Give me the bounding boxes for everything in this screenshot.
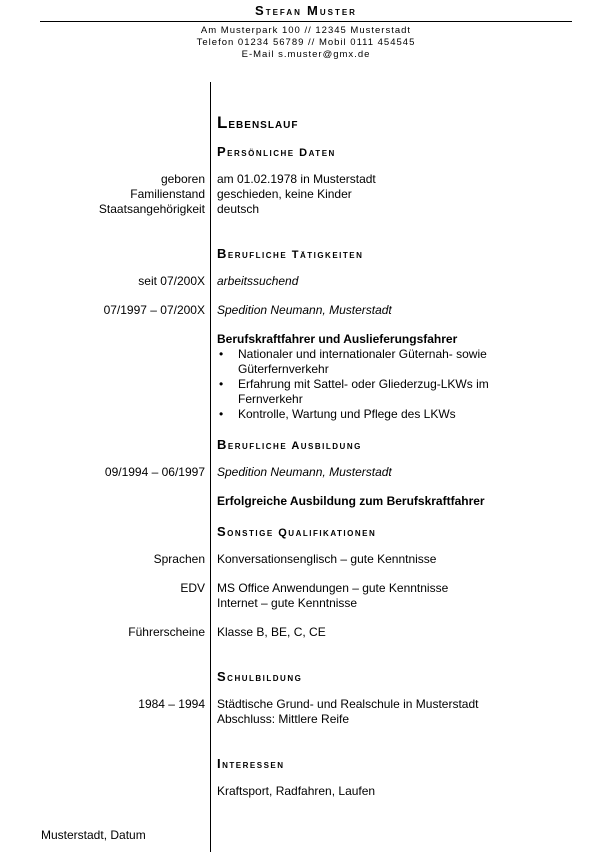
- label-it-skills: EDV: [180, 581, 205, 595]
- section-heading-school: [217, 669, 302, 684]
- address-line: Am Musterpark 100 // 12345 Musterstadt: [200, 25, 412, 36]
- heading-initial: S: [217, 524, 228, 539]
- phone-line: Telefon 01234 56789 // Mobil 0111 454545: [196, 37, 416, 48]
- label-nationality: Staatsangehörigkeit: [98, 202, 205, 216]
- column-divider: [210, 82, 211, 852]
- email-line: E-Mail s.muster@gmx.de: [241, 49, 371, 60]
- heading-initial: B: [217, 246, 228, 261]
- applicant-name: [0, 3, 600, 18]
- title-initial: L: [217, 113, 229, 132]
- section-heading-personal: [217, 144, 336, 159]
- heading-initial: B: [217, 437, 228, 452]
- label-driving-licenses: Führerscheine: [128, 625, 205, 639]
- value-it-skills-internet: Internet – gute Kenntnisse: [217, 596, 358, 610]
- value-nationality: deutsch: [217, 202, 260, 216]
- heading-initial: S: [217, 669, 228, 684]
- value-born: am 01.02.1978 in Musterstadt: [217, 172, 376, 186]
- name-last-rest: uster: [319, 6, 357, 18]
- value-marital-status: geschieden, keine Kinder: [217, 187, 352, 201]
- heading-rest: onstige Qualifikationen: [227, 527, 377, 539]
- title-rest: ebenslauf: [228, 115, 299, 131]
- label-languages: Sprachen: [153, 552, 205, 566]
- header-divider: [40, 21, 572, 22]
- label-marital-status: Familienstand: [130, 187, 205, 201]
- name-first-rest: tefan: [265, 6, 302, 18]
- heading-rest: ersönliche Daten: [227, 147, 336, 159]
- value-it-skills-office: MS Office Anwendungen – gute Kenntnisse: [217, 581, 449, 595]
- heading-rest: erufliche Tätigkeiten: [227, 249, 364, 261]
- list-item: • Erfahrung mit Sattel- oder Gliederzug-LKWs im Fernverkehr: [217, 377, 517, 407]
- school-date: 1984 – 1994: [138, 697, 205, 711]
- section-heading-qualifications: [217, 524, 376, 539]
- career-status-current: arbeitssuchend: [217, 274, 299, 288]
- career-duties-list: [217, 347, 517, 422]
- career-employer: Spedition Neumann, Musterstadt: [217, 303, 392, 317]
- heading-rest: chulbildung: [227, 672, 303, 684]
- training-company: Spedition Neumann, Musterstadt: [217, 465, 392, 479]
- school-degree: Abschluss: Mittlere Reife: [217, 712, 350, 726]
- interests-value: Kraftsport, Radfahren, Laufen: [217, 784, 376, 798]
- list-item: • Kontrolle, Wartung und Pflege des LKWs: [217, 407, 517, 422]
- section-heading-interests: [217, 756, 285, 771]
- heading-initial: P: [217, 144, 228, 159]
- document-title: [217, 113, 299, 133]
- section-heading-training: [217, 437, 362, 452]
- name-first-initial: S: [255, 3, 266, 18]
- value-languages: Konversationsenglisch – gute Kenntnisse: [217, 552, 437, 566]
- heading-initial: I: [217, 756, 223, 771]
- career-job-title: Berufskraftfahrer und Auslieferungsfahrer: [217, 332, 458, 346]
- place-and-date: Musterstadt, Datum: [41, 828, 146, 842]
- value-driving-licenses: Klasse B, BE, C, CE: [217, 625, 326, 639]
- section-heading-career: [217, 246, 363, 261]
- career-date-current: seit 07/200X: [138, 274, 205, 288]
- training-result: Erfolgreiche Ausbildung zum Berufskraftfahrer: [217, 494, 485, 508]
- training-date: 09/1994 – 06/1997: [104, 465, 205, 479]
- heading-rest: erufliche Ausbildung: [227, 440, 362, 452]
- name-last-initial: M: [307, 3, 320, 18]
- heading-rest: nteressen: [222, 759, 285, 771]
- list-item: • Nationaler und internationaler Güternah- sowie Güterfernverkehr: [217, 347, 517, 377]
- school-name: Städtische Grund- und Realschule in Musterstadt: [217, 697, 479, 711]
- label-born: geboren: [160, 172, 205, 186]
- career-date-employer: 07/1997 – 07/200X: [103, 303, 205, 317]
